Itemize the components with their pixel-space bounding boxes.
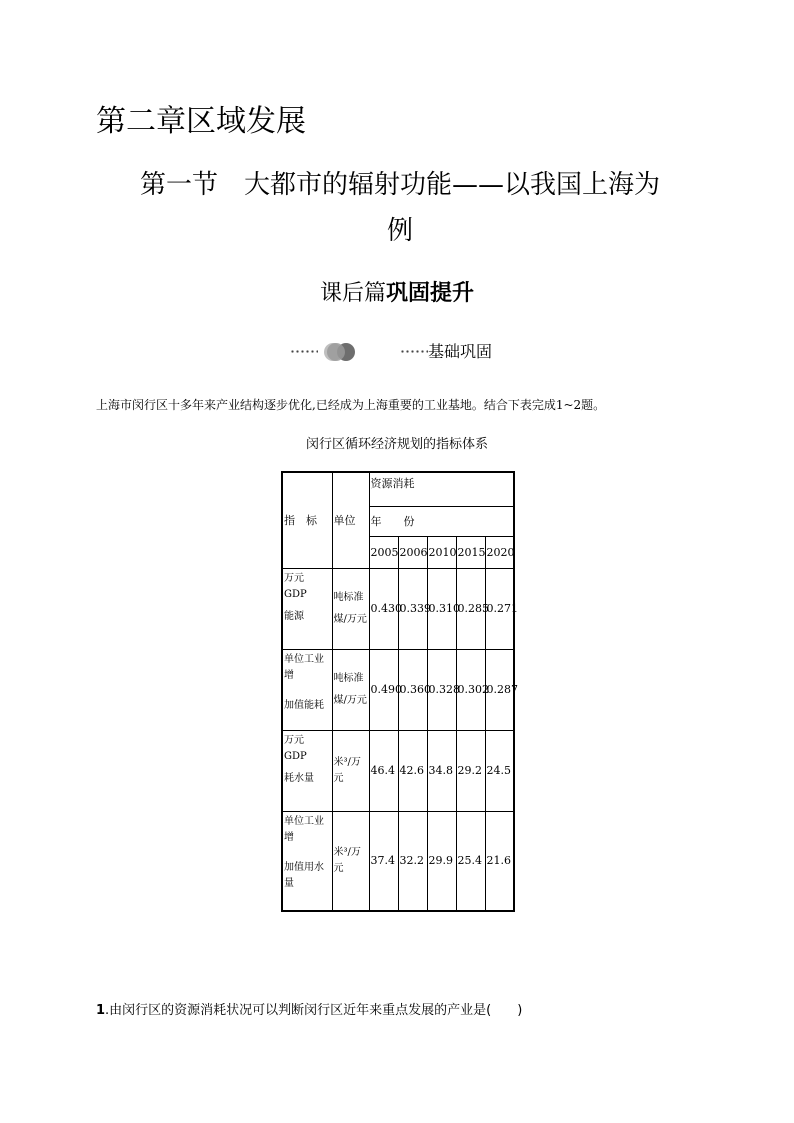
question-1	[96, 1002, 716, 1020]
row-unit: 米³/万元	[332, 730, 369, 811]
value-cell: 21.6	[485, 811, 514, 911]
table-row	[282, 730, 514, 811]
section-title-line1: 大都市的辐射功能——以我国上海为	[244, 170, 661, 200]
year-cell: 2015	[456, 536, 485, 568]
row-label: 单位工业增 加值能耗	[282, 649, 332, 730]
section-title-line2: 例	[386, 216, 413, 246]
year-cell: 2020	[485, 536, 514, 568]
question-number: 1	[96, 1003, 106, 1018]
row-unit: 吨标准 煤/万元	[332, 649, 369, 730]
row-unit: 米³/万元	[332, 811, 369, 911]
row-label: 单位工业增 加值用水量	[282, 811, 332, 911]
header-resource: 资源消耗	[369, 472, 514, 506]
value-cell: 42.6	[398, 730, 427, 811]
dotted-line-left	[290, 350, 318, 353]
value-cell: 37.4	[369, 811, 398, 911]
table-title: 闵行区循环经济规划的指标体系	[305, 437, 488, 452]
value-cell: 0.339	[398, 568, 427, 649]
value-cell: 46.4	[369, 730, 398, 811]
subtitle-normal: 课后篇	[319, 281, 386, 306]
value-cell: 0.328	[427, 649, 456, 730]
year-cell: 2005	[369, 536, 398, 568]
value-cell: 0.360	[398, 649, 427, 730]
row-label: 万元 GDP 耗水量	[282, 730, 332, 811]
value-cell: 0.430	[369, 568, 398, 649]
value-cell: 0.302	[456, 649, 485, 730]
value-cell: 32.2	[398, 811, 427, 911]
table-row	[282, 811, 514, 911]
year-cell: 2006	[398, 536, 427, 568]
double-circle-icon	[324, 340, 364, 364]
section-divider	[290, 340, 550, 364]
page-subtitle	[0, 278, 794, 310]
table-row	[282, 649, 514, 730]
value-cell: 0.310	[427, 568, 456, 649]
header-indicator: 指 标	[282, 472, 332, 568]
header-unit: 单位	[332, 472, 369, 568]
section-number: 第一节	[139, 170, 218, 200]
row-label: 万元 GDP 能源	[282, 568, 332, 649]
value-cell: 0.287	[485, 649, 514, 730]
header-year: 年 份	[369, 506, 514, 536]
value-cell: 0.490	[369, 649, 398, 730]
dotted-line-right	[400, 350, 428, 353]
ornament-label: 基础巩固	[428, 342, 493, 361]
indicator-table	[281, 471, 518, 912]
intro-paragraph: 上海市闵行区十多年来产业结构逐步优化,已经成为上海重要的工业基地。结合下表完成1~2题。	[96, 398, 606, 412]
value-cell: 0.285	[456, 568, 485, 649]
value-cell: 25.4	[456, 811, 485, 911]
subtitle-bold: 巩固提升	[386, 281, 475, 306]
value-cell: 34.8	[427, 730, 456, 811]
row-unit: 吨标准 煤/万元	[332, 568, 369, 649]
chapter-title: 第二章区域发展	[96, 104, 306, 139]
value-cell: 29.9	[427, 811, 456, 911]
value-cell: 0.271	[485, 568, 514, 649]
section-title	[100, 162, 700, 254]
year-cell: 2010	[427, 536, 456, 568]
table-row	[282, 568, 514, 649]
question-text: .由闵行区的资源消耗状况可以判断闵行区近年来重点发展的产业是( )	[105, 1003, 523, 1018]
value-cell: 24.5	[485, 730, 514, 811]
value-cell: 29.2	[456, 730, 485, 811]
